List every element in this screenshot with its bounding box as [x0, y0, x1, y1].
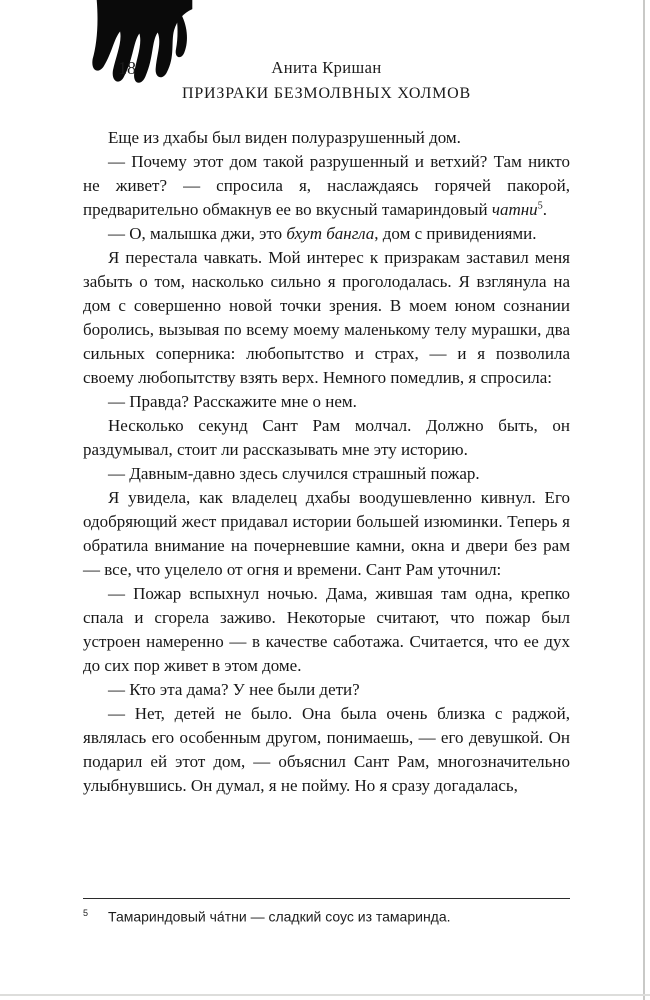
text-segment: бхут бангла: [286, 224, 375, 243]
text-segment: Я увидела, как владелец дхабы воодушевленно кивнул. Его одобряющий жест придавал истории большей изюминки. Теперь я обратила внимание на почерневшие камни, окна и двери без рам — все, что уцелело от огня и времени. Сант Рам уточнил:: [83, 488, 570, 579]
paragraph: [83, 462, 570, 486]
body-text: [83, 126, 570, 798]
scan-edge-bottom: [0, 994, 650, 996]
text-segment: Несколько секунд Сант Рам молчал. Должно быть, он раздумывал, стоит ли рассказывать мне эту историю.: [83, 416, 570, 459]
text-segment: — Давным-давно здесь случился страшный пожар.: [108, 464, 480, 483]
paragraph: [83, 678, 570, 702]
page-number: 18: [118, 58, 136, 78]
scan-edge-right: [643, 0, 645, 1000]
text-segment: , дом с привидениями.: [374, 224, 537, 243]
text-segment: — Нет, детей не было. Она была очень близка с раджой, являлась его особенным другом, понимаешь, — его девушкой. Он подарил ей этот дом, — объяснил Сант Рам, многозначительно улыбнувшись. Он думал, я не пойму. Но я сразу догадалась,: [83, 704, 570, 795]
paragraph: [83, 486, 570, 582]
text-segment: чатни: [491, 200, 538, 219]
book-title: ПРИЗРАКИ БЕЗМОЛВНЫХ ХОЛМОВ: [181, 85, 471, 102]
paragraph: [83, 126, 570, 150]
paragraph: [83, 390, 570, 414]
paragraph: [83, 150, 570, 222]
text-segment: Еще из дхабы был виден полуразрушенный дом.: [108, 128, 461, 147]
footnote-marker: 5: [83, 908, 89, 918]
paragraph: [83, 222, 570, 246]
text-segment: — О, малышка джи, это: [108, 224, 287, 243]
footnote-separator: [83, 898, 570, 899]
text-segment: — Правда? Расскажите мне о нем.: [108, 392, 357, 411]
text-segment: — Пожар вспыхнул ночью. Дама, жившая там одна, крепко спала и сгорела заживо. Некоторые считают, что пожар был устроен намеренно — в качестве саботажа. Считается, что ее дух до сих пор живет в этом доме.: [83, 584, 570, 675]
text-segment: 5: [537, 200, 543, 212]
text-segment: .: [542, 200, 547, 219]
author-name: Анита Кришан: [271, 58, 382, 77]
footnote-text: Тамариндовый ча́тни — сладкий соус из тамаринда.: [108, 908, 451, 925]
page-header: [83, 58, 570, 103]
paragraph: [83, 702, 570, 798]
footnote: [83, 908, 570, 925]
text-segment: Я перестала чавкать. Мой интерес к призракам заставил меня забыть о том, насколько сильно я проголодалась. Я взглянула на дом с совершенно новой точки зрения. В моем юном сознании боролись, вызывая по всему моему маленькому телу мурашки, два сильных соперника: любопытство и страх, — и я позволила своему любопытству взять верх. Немного помедлив, я спросила:: [83, 248, 570, 387]
text-segment: — Кто эта дама? У нее были дети?: [108, 680, 360, 699]
text-segment: — Почему этот дом такой разрушенный и ветхий? Там никто не живет? — спросила я, наслаждаясь горячей пакорой, предварительно обмакнув ее во вкусный тамариндовый: [83, 152, 570, 219]
paragraph: [83, 582, 570, 678]
paragraph: [83, 246, 570, 390]
paragraph: [83, 414, 570, 462]
